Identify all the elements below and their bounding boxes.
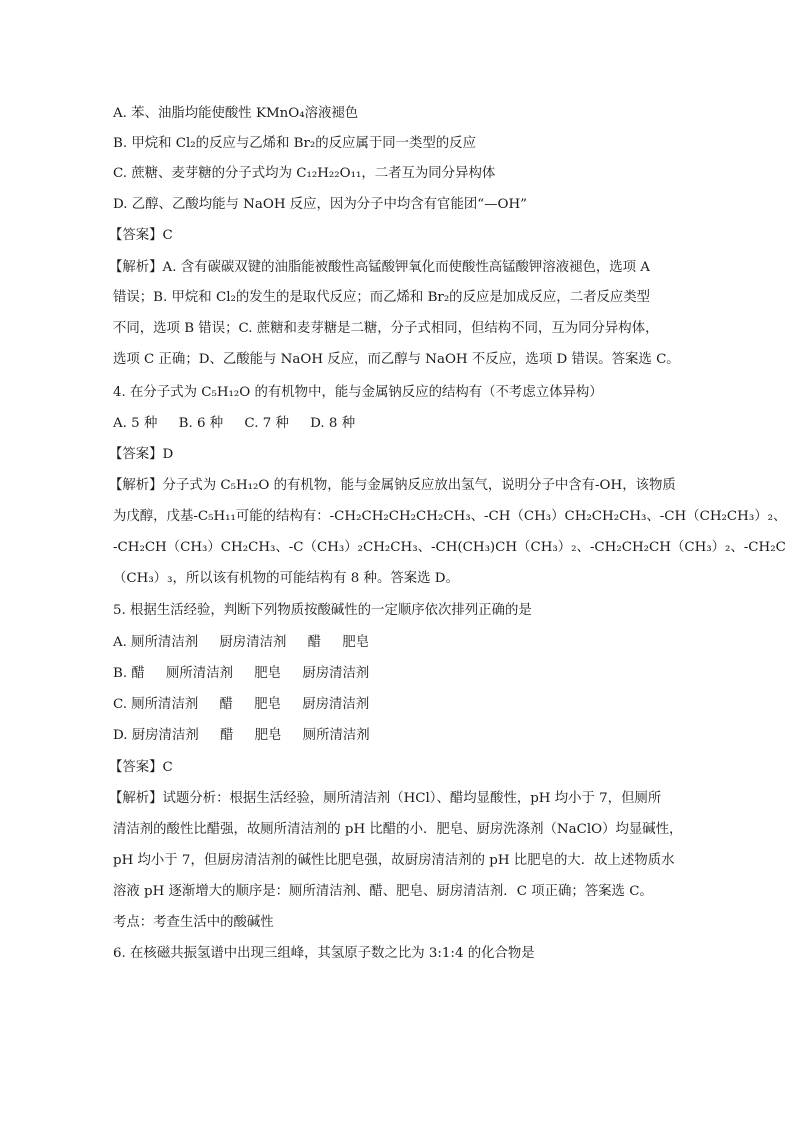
- question-line: 6. 在核磁共振氢谱中出现三组峰，其氢原子数之比为 3:1:4 的化合物是: [113, 946, 535, 961]
- option-line: B. 醋 厕所清洁剂 肥皂 厨房清洁剂: [113, 666, 370, 681]
- question-line: 5. 根据生活经验，判断下列物质按酸碱性的一定顺序依次排列正确的是: [113, 603, 532, 618]
- analysis-line: （CH₃）₃，所以该有机物的可能结构有 8 种。答案选 D。: [113, 571, 459, 586]
- option-line: D. 乙醇、乙酸均能与 NaOH 反应，因为分子中均含有官能团“—OH”: [113, 197, 527, 212]
- option-line: C. 厕所清洁剂 醋 肥皂 厨房清洁剂: [113, 697, 370, 712]
- analysis-line: 清洁剂的酸性比醋强，故厕所清洁剂的 pH 比醋的小．肥皂、厨房洗涤剂（NaClO）均显碱性，: [113, 822, 683, 837]
- analysis-line: 【解析】分子式为 C₅H₁₂O 的有机物，能与金属钠反应放出氢气，说明分子中含有-OH，该物质: [109, 478, 676, 493]
- analysis-line: 为戊醇，戊基-C₅H₁₁可能的结构有：-CH₂CH₂CH₂CH₂CH₃、-CH（CH₃）CH₂CH₂CH₃、-CH（CH₂CH₃）₂、: [113, 509, 787, 524]
- analysis-line: -CH₂CH（CH₃）CH₂CH₃、-C（CH₃）₂CH₂CH₃、-CH(CH₃)CH（CH₃）₂、-CH₂CH₂CH（CH₃）₂、-CH₂C: [113, 540, 786, 555]
- option-line: C. 蔗糖、麦芽糖的分子式均为 C₁₂H₂₂O₁₁，二者互为同分异构体: [113, 166, 496, 181]
- option-line: B. 甲烷和 Cl₂的反应与乙烯和 Br₂的反应属于同一类型的反应: [113, 136, 476, 151]
- question-line: 4. 在分子式为 C₅H₁₂O 的有机物中，能与金属钠反应的结构有（不考虑立体异构）: [113, 385, 603, 400]
- answer-line: 【答案】C: [109, 228, 173, 243]
- note-line: 考点：考查生活中的酸碱性: [113, 915, 274, 930]
- analysis-line: 选项 C 正确；D、乙酸能与 NaOH 反应，而乙醇与 NaOH 不反应，选项 D 错误。答案选 C。: [113, 352, 680, 367]
- option-line: A. 厕所清洁剂 厨房清洁剂 醋 肥皂: [113, 635, 370, 650]
- analysis-line: 不同，选项 B 错误；C. 蔗糖和麦芽糖是二糖，分子式相同，但结构不同，互为同分异构体，: [113, 321, 659, 336]
- analysis-line: 【解析】A. 含有碳碳双键的油脂能被酸性高锰酸钾氧化而使酸性高锰酸钾溶液褪色，选项 A: [109, 260, 650, 275]
- analysis-line: 错误；B. 甲烷和 Cl₂的发生的是取代反应；而乙烯和 Br₂的反应是加成反应，二者反应类型: [113, 290, 651, 305]
- answer-line: 【答案】D: [109, 447, 174, 462]
- option-line: D. 厨房清洁剂 醋 肥皂 厕所清洁剂: [113, 728, 370, 743]
- option-line: A. 苯、油脂均能使酸性 KMnO₄溶液褪色: [113, 106, 359, 121]
- analysis-line: pH 均小于 7，但厨房清洁剂的碱性比肥皂强，故厨房清洁剂的 pH 比肥皂的大．故上述物质水: [113, 853, 675, 868]
- analysis-line: 溶液 pH 逐渐增大的顺序是：厕所清洁剂、醋、肥皂、厨房清洁剂．C 项正确；答案选 C。: [113, 884, 653, 899]
- analysis-line: 【解析】试题分析：根据生活经验，厕所清洁剂（HCl）、醋均显酸性，pH 均小于 7，但厕所: [109, 791, 662, 806]
- answer-line: 【答案】C: [109, 760, 173, 775]
- option-line: A. 5 种 B. 6 种 C. 7 种 D. 8 种: [113, 416, 356, 431]
